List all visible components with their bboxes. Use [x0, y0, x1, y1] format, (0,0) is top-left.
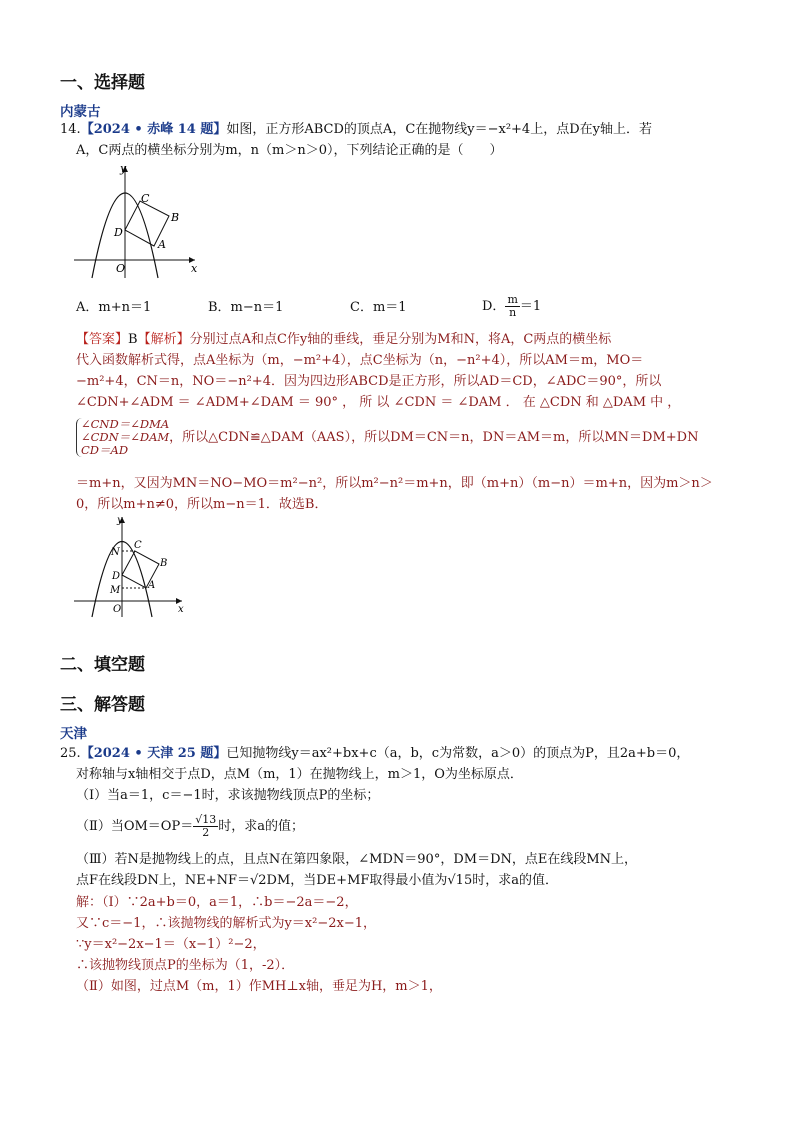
- svg-text:x: x: [178, 604, 184, 615]
- q25-solution-line5: （Ⅱ）如图，过点M（m，1）作MH⊥x轴，垂足为H，m＞1，: [76, 979, 442, 994]
- answer-tag: 【答案】: [76, 332, 129, 347]
- svg-text:O: O: [116, 262, 126, 275]
- q14-figure-parabola-square: [70, 160, 205, 280]
- q25-solution-line1: 解：（I）∵2a+b＝0，a＝1，∴b＝−2a＝−2，: [76, 895, 358, 910]
- region-label-tianjin: 天津: [60, 726, 87, 742]
- svg-text:C: C: [141, 192, 150, 205]
- q14-source-tag: 【2024 • 赤峰 14 题】: [80, 122, 227, 137]
- q25-part1: （I）当a＝1，c＝−1时，求该抛物线顶点P的坐标；: [76, 788, 380, 803]
- answer-value: B: [128, 332, 138, 347]
- q14-explanation-line4: ∠CDN+∠ADM ＝ ∠ADM+∠DAM ＝ 90° ， 所 以 ∠CDN ＝ ∠DAM ． 在 △CDN 和 △DAM 中 ，: [76, 395, 681, 410]
- q25-part3-line1: （Ⅲ）若N是抛物线上的点，且点N在第四象限，∠MDN＝90°，DM＝DN，点E在线段MN上，: [76, 852, 638, 867]
- svg-text:A: A: [158, 238, 166, 251]
- svg-text:C: C: [134, 540, 142, 551]
- q14-explanation-line7: 0，所以m+n≠0，所以m−n＝1．故选B．: [76, 497, 328, 512]
- congruence-system: ∠CND＝∠DMA ∠CDN＝∠DAM CD＝AD: [76, 418, 169, 457]
- q14-solution-figure: [70, 513, 195, 618]
- part2-fraction: $\frac{√13}{2}$: [195, 813, 217, 839]
- q25-stem-line2: 对称轴与x轴相交于点D，点M（m，1）在抛物线上，m＞1，O为坐标原点．: [76, 767, 523, 782]
- q25-solution-line3: ∵y＝x²−2x−1＝（x−1）²−2，: [76, 937, 266, 952]
- svg-text:O: O: [113, 604, 122, 615]
- option-d-fraction: $\frac{m}{n}$: [507, 293, 518, 319]
- svg-text:y: y: [120, 162, 127, 175]
- svg-text:y: y: [117, 515, 123, 526]
- q14-option-b: B．m−n＝1: [208, 300, 284, 315]
- svg-text:A: A: [148, 580, 156, 591]
- svg-text:D: D: [114, 226, 123, 239]
- svg-text:D: D: [112, 571, 121, 582]
- q14-option-d: D． $\frac{m}{n}$ ＝1: [482, 293, 542, 319]
- q25-source-tag: 【2024 • 天津 25 题】: [80, 746, 227, 761]
- explanation-tag: 【解析】: [137, 332, 190, 347]
- svg-text:N: N: [111, 547, 120, 558]
- q14-explanation-line2: 代入函数解析式得，点A坐标为（m，−m²+4），点C坐标为（n，−n²+4），所以AM＝m，MO＝: [76, 353, 644, 368]
- q14-stem-line1: 14.【2024 • 赤峰 14 题】如图，正方形ABCD的顶点A，C在抛物线y＝−x²+4上，点D在y轴上．若: [60, 122, 652, 137]
- q25-solution-line2: 又∵c＝−1，∴该抛物线的解析式为y＝x²−2x−1，: [76, 916, 376, 931]
- q25-stem-line1: 25.【2024 • 天津 25 题】已知抛物线y＝ax²+bx+c（a，b，c为常数，a＞0）的顶点为P，且2a+b＝0，: [60, 746, 690, 761]
- section-heading-answer: 三、解答题: [60, 695, 145, 715]
- svg-text:B: B: [171, 211, 180, 224]
- q25-part2: （Ⅱ）当OM＝OP＝ $\frac{√13}{2}$ 时，求a的值；: [76, 813, 304, 839]
- q14-explanation-line6: ＝m+n，又因为MN＝NO−MO＝m²−n²，所以m²−n²＝m+n，即（m+n）（m−n）＝m+n，因为m＞n＞: [76, 476, 713, 491]
- q14-answer-line1: 【答案】B【解析】分别过点A和点C作y轴的垂线，垂足分别为M和N，将A，C两点的横坐标: [76, 332, 612, 347]
- q25-solution-line4: ∴该抛物线顶点P的坐标为（1，-2）．: [76, 958, 295, 973]
- q14-option-c: C．m＝1: [350, 300, 407, 315]
- svg-text:M: M: [110, 585, 121, 596]
- section-heading-fill-in: 二、填空题: [60, 655, 145, 675]
- q14-explanation-line5: ∠CND＝∠DMA ∠CDN＝∠DAM CD＝AD ，所以△CDN≌△DAM（AAS），所以DM＝CN＝n，DN＝AM＝m，所以MN＝DM+DN: [76, 418, 698, 457]
- q14-stem-line2: A，C两点的横坐标分别为m，n（m＞n＞0），下列结论正确的是（ ）: [76, 143, 503, 158]
- svg-text:B: B: [160, 558, 168, 569]
- section-heading-choice: 一、选择题: [60, 73, 145, 93]
- svg-text:x: x: [191, 262, 198, 275]
- q14-explanation-line3: −m²+4，CN＝n，NO＝−n²+4．因为四边形ABCD是正方形，所以AD＝CD，∠ADC＝90°，所以: [76, 374, 662, 389]
- q25-part3-line2: 点F在线段DN上，NE+NF＝√2DM，当DE+MF取得最小值为√15时，求a的值．: [76, 873, 558, 888]
- q14-option-a: A．m+n＝1: [76, 300, 152, 315]
- region-label-inner-mongolia: 内蒙古: [60, 104, 101, 120]
